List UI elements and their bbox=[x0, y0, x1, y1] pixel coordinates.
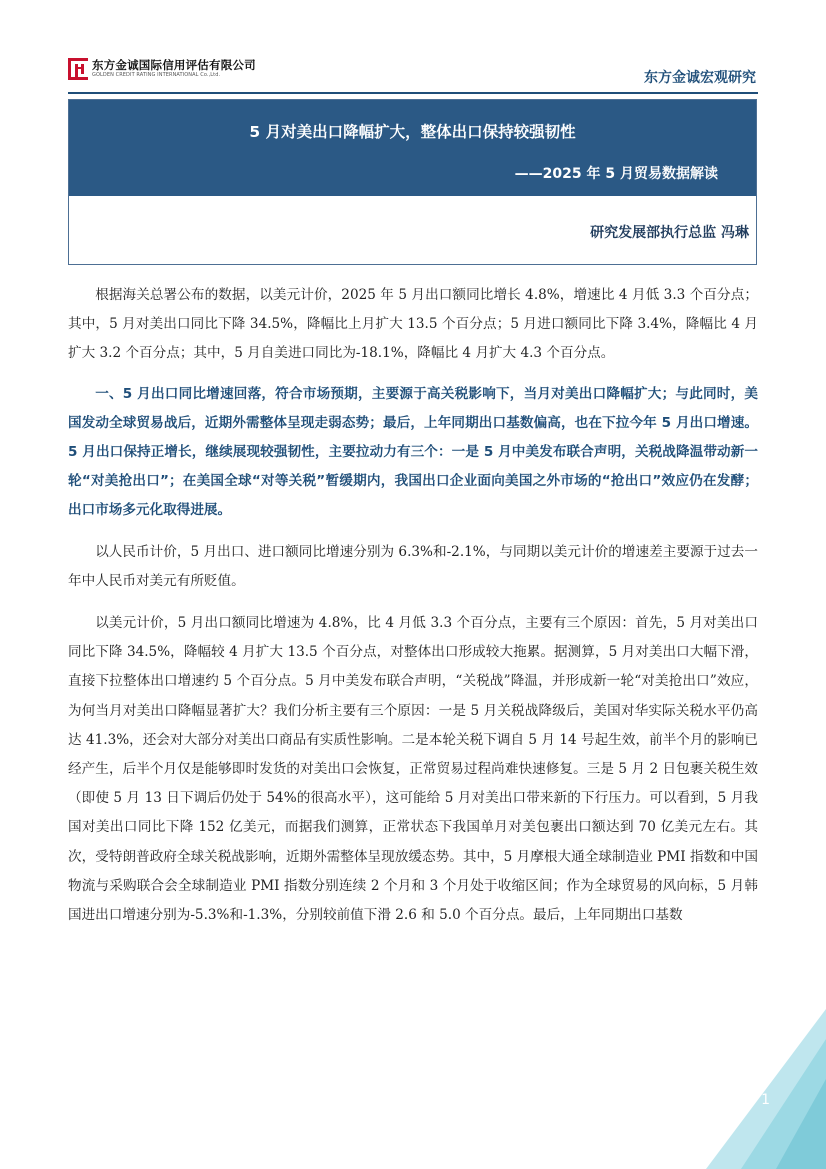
paragraph-summary: 根据海关总署公布的数据，以美元计价，2025 年 5 月出口额同比增长 4.8%，增速比 4 月低 3.3 个百分点；其中，5 月对美出口同比下降 34.5%，降幅比上月扩大 13.5 个百分点；5 月进口额同比下降 3.4%，降幅比 4 月扩大 3.2 个百分点；其中，5 月自美进口同比为-18.1%，降幅比 4 月扩大 4.3 个百分点。 bbox=[68, 287, 758, 362]
company-name-en: GOLDEN CREDIT RATING INTERNATIONAL Co.,Ltd. bbox=[92, 72, 221, 78]
logo-mark-icon bbox=[68, 58, 88, 80]
corner-decoration-icon bbox=[686, 999, 826, 1169]
report-body bbox=[68, 281, 758, 930]
page-number: 1 bbox=[761, 1092, 770, 1108]
report-title: 5 月对美出口降幅扩大，整体出口保持较强韧性 bbox=[249, 123, 576, 141]
header-divider bbox=[68, 92, 758, 94]
page-header bbox=[0, 0, 826, 100]
company-logo bbox=[68, 58, 256, 80]
report-subtitle: ——2025 年 5 月贸易数据解读 bbox=[514, 166, 718, 182]
paragraph-rmb: 以人民币计价，5 月出口、进口额同比增速分别为 6.3%和-2.1%，与同期以美元计价的增速差主要源于过去一年中人民币对美元有所贬值。 bbox=[68, 543, 758, 589]
company-name-cn: 东方金诚国际信用评估有限公司 bbox=[92, 58, 256, 72]
report-title-box bbox=[68, 99, 757, 265]
brand-title: 东方金诚宏观研究 bbox=[644, 70, 756, 86]
paragraph-key-point: 一、5 月出口同比增速回落，符合市场预期，主要源于高关税影响下，当月对美出口降幅扩大；与此同时，美国发动全球贸易战后，近期外需整体呈现走弱态势；最后，上年同期出口基数偏高，也在下拉今年 5 月出口增速。5 月出口保持正增长，继续展现较强韧性，主要拉动力有三个：一是 5 月中美发布联合声明，关税战降温带动新一轮“对美抢出口”；在美国全球“对等关税”暂缓期内，我国出口企业面向美国之外市场的“抢出口”效应仍在发酵；出口市场多元化取得进展。 bbox=[68, 385, 758, 519]
paragraph-analysis: 以美元计价，5 月出口额同比增速为 4.8%，比 4 月低 3.3 个百分点，主要有三个原因：首先，5 月对美出口同比下降 34.5%，降幅较 4 月扩大 13.5 个百分点，对整体出口形成较大拖累。据测算，5 月对美出口大幅下滑，直接下拉整体出口增速约 5 个百分点。5 月中美发布联合声明，“关税战”降温，并形成新一轮“对美抢出口”效应，为何当月对美出口降幅显著扩大？我们分析主要有三个原因：一是 5 月关税战降级后，美国对华实际关税水平仍高达 41.3%，还会对大部分对美出口商品有实质性影响。二是本轮关税下调自 5 月 14 号起生效，前半个月的影响已经产生，后半个月仅是能够即时发货的对美出口会恢复，正常贸易过程尚难快速修复。三是 5 月 2 日包裹关税生效（即使 5 月 13 日下调后仍处于 54%的很高水平），这可能给 5 月对美出口带来新的下行压力。可以看到，5 月我国对美出口同比下降 152 亿美元，而据我们测算，正常状态下我国单月对美包裹出口额达到 70 亿美元左右。其次，受特朗普政府全球关税战影响，近期外需整体呈现放缓态势。其中，5 月摩根大通全球制造业 PMI 指数和中国物流与采购联合会全球制造业 PMI 指数分别连续 2 个月和 3 个月处于收缩区间；作为全球贸易的风向标，5 月韩国进出口增速分别为-5.3%和-1.3%，分别较前值下滑 2.6 和 5.0 个百分点。最后，上年同期出口基数 bbox=[68, 615, 758, 924]
report-author: 研究发展部执行总监 冯琳 bbox=[590, 225, 749, 241]
title-band bbox=[69, 100, 756, 196]
